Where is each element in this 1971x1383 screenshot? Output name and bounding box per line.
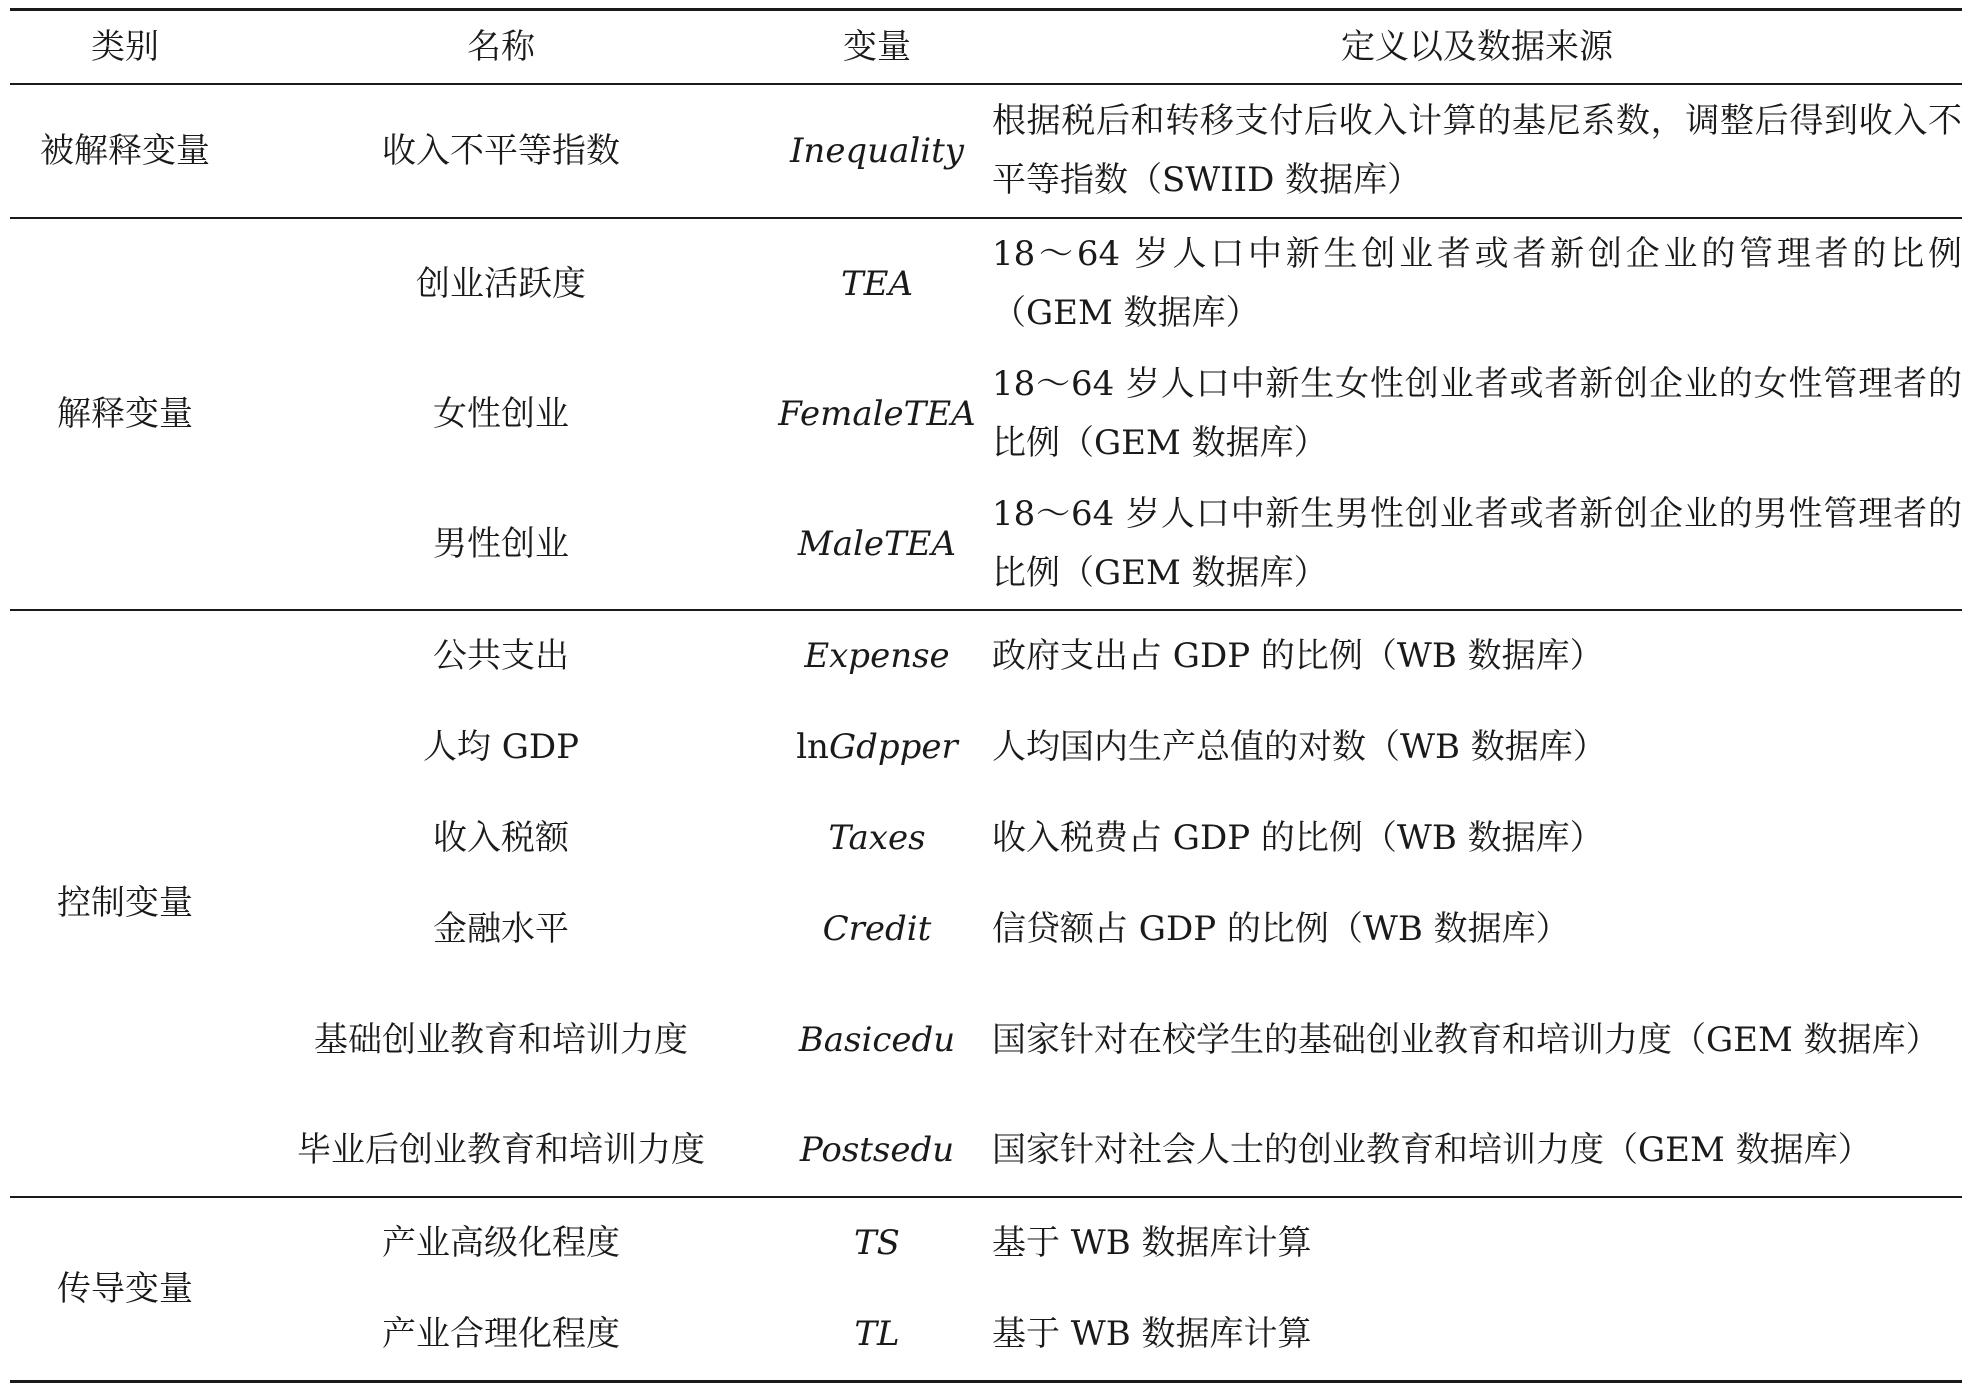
variable-cell: Inequality — [762, 84, 992, 218]
name-cell: 女性创业 — [433, 393, 569, 434]
definition-cell: 国家针对在校学生的基础创业教育和培训力度（GEM 数据库） — [992, 1019, 1940, 1060]
variable-name: Gdpper — [828, 727, 958, 767]
variable-cell: Taxes — [828, 818, 926, 858]
definition-cell: 信贷额占 GDP 的比例（WB 数据库） — [992, 909, 1570, 949]
table-row — [10, 1197, 1962, 1289]
table-row — [10, 1105, 1962, 1197]
name-cell: 产业合理化程度 — [240, 1289, 762, 1382]
header-name: 名称 — [467, 26, 535, 67]
table-row — [10, 479, 1962, 610]
variable-cell: TS — [854, 1223, 900, 1263]
name-cell: 收入税额 — [433, 818, 569, 858]
name-cell: 金融水平 — [433, 909, 569, 949]
variable-cell: TL — [762, 1289, 992, 1382]
variable-cell: TEA — [840, 263, 914, 304]
table-row — [10, 218, 1962, 349]
table-header-row — [10, 10, 1962, 85]
table-row — [10, 610, 1962, 702]
variable-cell: Postsedu — [762, 1105, 992, 1197]
table-row — [10, 793, 1962, 884]
definition-cell: 18～64 岁人口中新生创业者或者新创企业的管理者的比例（GEM 数据库） — [992, 234, 1962, 333]
definition-cell: 人均国内生产总值的对数（WB 数据库） — [992, 727, 1607, 767]
variable-cell: Expense — [804, 636, 950, 676]
name-cell: 毕业后创业教育和培训力度 — [240, 1105, 762, 1197]
definition-cell: 基于 WB 数据库计算 — [992, 1289, 1962, 1382]
table-row — [10, 884, 1962, 975]
name-cell: 公共支出 — [433, 636, 569, 676]
name-cell: 基础创业教育和培训力度 — [314, 1019, 688, 1060]
variable-cell: FemaleTEA — [778, 393, 976, 434]
name-cell: 男性创业 — [240, 479, 762, 610]
name-cell: 人均 GDP — [422, 727, 580, 767]
table-row — [10, 84, 1962, 218]
name-cell: 创业活跃度 — [416, 263, 586, 304]
table-row — [10, 702, 1962, 793]
definition-cell: 国家针对社会人士的创业教育和培训力度（GEM 数据库） — [992, 1105, 1962, 1197]
name-cell: 收入不平等指数 — [240, 84, 762, 218]
table-row — [10, 349, 1962, 479]
definition-cell: 18～64 岁人口中新生男性创业者或者新创企业的男性管理者的比例（GEM 数据库） — [992, 479, 1962, 610]
header-definition: 定义以及数据来源 — [1341, 26, 1613, 67]
definition-cell: 政府支出占 GDP 的比例（WB 数据库） — [992, 636, 1604, 676]
variable-cell — [762, 702, 992, 793]
definition-cell: 收入税费占 GDP 的比例（WB 数据库） — [992, 818, 1604, 858]
category-cell: 解释变量 — [10, 218, 240, 610]
variable-cell: Credit — [822, 909, 932, 949]
variable-definition-table — [10, 8, 1962, 1383]
category-cell: 被解释变量 — [10, 84, 240, 218]
name-cell: 产业高级化程度 — [382, 1223, 620, 1263]
category-cell: 控制变量 — [10, 610, 240, 1197]
variable-cell: Basicedu — [798, 1019, 956, 1060]
definition-cell: 根据税后和转移支付后收入计算的基尼系数，调整后得到收入不平等指数（SWIID 数据库） — [992, 84, 1962, 218]
category-cell: 传导变量 — [10, 1197, 240, 1382]
definition-cell: 基于 WB 数据库计算 — [992, 1223, 1312, 1263]
variable-prefix: ln — [796, 727, 829, 767]
header-category: 类别 — [91, 26, 159, 67]
table-row — [10, 975, 1962, 1105]
header-variable: 变量 — [843, 26, 911, 67]
variable-cell: MaleTEA — [762, 479, 992, 610]
table-row — [10, 1289, 1962, 1382]
definition-cell: 18～64 岁人口中新生女性创业者或者新创企业的女性管理者的比例（GEM 数据库） — [992, 364, 1962, 463]
